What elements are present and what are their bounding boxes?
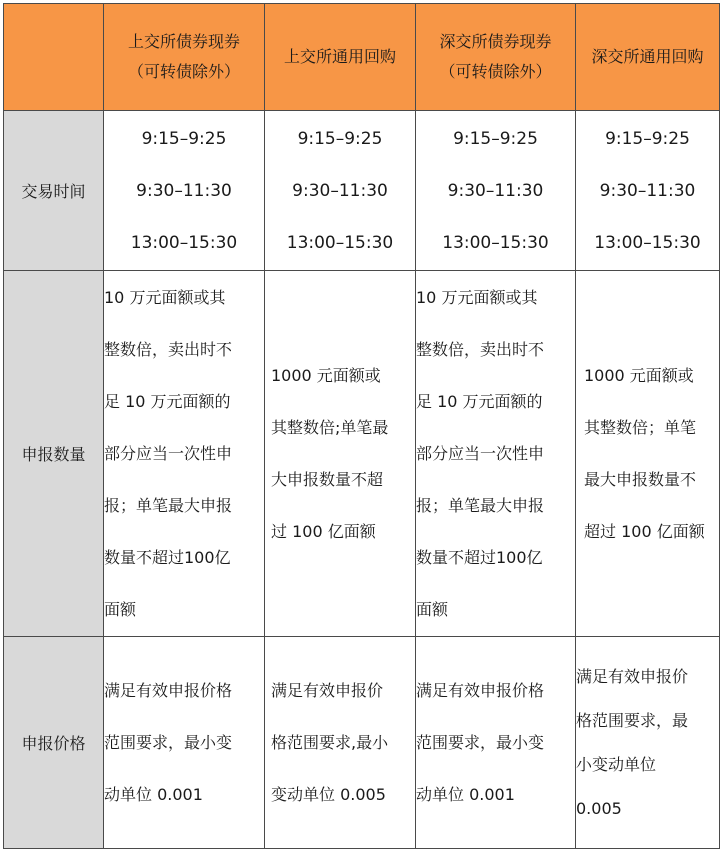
text-line: 变动单位 0.005 [271,784,386,804]
text-line: 整数倍，卖出时不 [416,339,545,359]
cell-quantity-szse-repo [576,271,720,637]
text-line: 0.005 [576,798,622,818]
text-line: 足 10 万元面额的 [104,391,231,411]
header-sse-general-repo [265,4,416,111]
text-line: 报；单笔最大申报 [104,495,233,515]
text-line: 小变动单位 [576,754,657,774]
row-price [4,637,720,849]
cell-quantity-sse-repo [265,271,416,637]
text-line: 满足有效申报价格 [416,680,545,700]
cell-quantity-sse-spot [104,271,265,637]
text-line: 最大申报数量不 [584,469,697,489]
row-label-trading-time: 交易时间 [4,111,104,271]
time-slot: 13:00–15:30 [594,232,701,253]
text-line: 面额 [104,599,137,619]
text-line: 过 100 亿面额 [271,521,376,541]
row-label-price: 申报价格 [4,637,104,849]
cell-time-szse-repo [576,111,720,271]
cell-price-sse-spot [104,637,265,849]
text-line: 其整数倍；单笔 [584,417,697,437]
text-line: 满足有效申报价格 [104,680,233,700]
text-line: 整数倍，卖出时不 [104,339,233,359]
time-slot: 9:30–11:30 [447,180,544,201]
time-slot: 9:30–11:30 [136,180,232,201]
header-szse-bond-spot [416,4,576,111]
header-line: （可转债除外） [439,62,552,81]
text-line: 数量不超过100亿 [416,547,543,567]
row-label-quantity: 申报数量 [4,271,104,637]
header-line: 上交所债券现券 [127,32,240,51]
cell-price-szse-spot [416,637,576,849]
text-line: 范围要求，最小变 [416,732,545,752]
text-line: 动单位 0.001 [104,784,203,804]
text-line: 1000 元面额或 [584,365,694,385]
header-sse-bond-spot [104,4,265,111]
cell-price-sse-repo [265,637,416,849]
text-line: 满足有效申报价 [271,680,384,700]
header-line: 上交所通用回购 [283,47,396,66]
text-line: 格范围要求,最小 [271,732,389,752]
text-line: 10 万元面额或其 [104,287,226,307]
header-line: 深交所通用回购 [591,47,704,66]
text-line: 格范围要求，最 [576,710,689,730]
time-slot: 9:15–9:25 [297,128,383,149]
text-line: 其整数倍;单笔最 [271,417,389,437]
time-slot: 13:00–15:30 [130,232,238,253]
header-line: （可转债除外） [127,62,240,81]
time-slot: 9:15–9:25 [605,128,690,149]
text-line: 范围要求，最小变 [104,732,233,752]
header-row [4,4,720,111]
header-corner-cell [4,4,104,111]
time-slot: 9:15–9:25 [141,128,227,149]
text-line: 10 万元面额或其 [416,287,538,307]
time-slot: 9:15–9:25 [453,128,538,149]
text-line: 超过 100 亿面额 [584,521,705,541]
text-line: 动单位 0.001 [416,784,515,804]
text-line: 1000 元面额或 [271,365,381,385]
time-slot: 13:00–15:30 [442,232,549,253]
header-szse-general-repo [576,4,720,111]
time-slot: 13:00–15:30 [286,232,394,253]
trading-rules-table [3,3,720,849]
text-line: 部分应当一次性申 [104,443,233,463]
row-quantity [4,271,720,637]
text-line: 数量不超过100亿 [104,547,231,567]
text-line: 大申报数量不超 [271,469,384,489]
cell-time-sse-spot [104,111,265,271]
row-trading-time [4,111,720,271]
text-line: 足 10 万元面额的 [416,391,543,411]
text-line: 报；单笔最大申报 [416,495,545,515]
time-slot: 9:30–11:30 [292,180,388,201]
text-line: 部分应当一次性申 [416,443,545,463]
cell-quantity-szse-spot [416,271,576,637]
cell-price-szse-repo [576,637,720,849]
cell-time-sse-repo [265,111,416,271]
header-line: 深交所债券现券 [439,32,552,51]
text-line: 满足有效申报价 [576,666,689,686]
cell-time-szse-spot [416,111,576,271]
text-line: 面额 [416,599,449,619]
time-slot: 9:30–11:30 [599,180,696,201]
